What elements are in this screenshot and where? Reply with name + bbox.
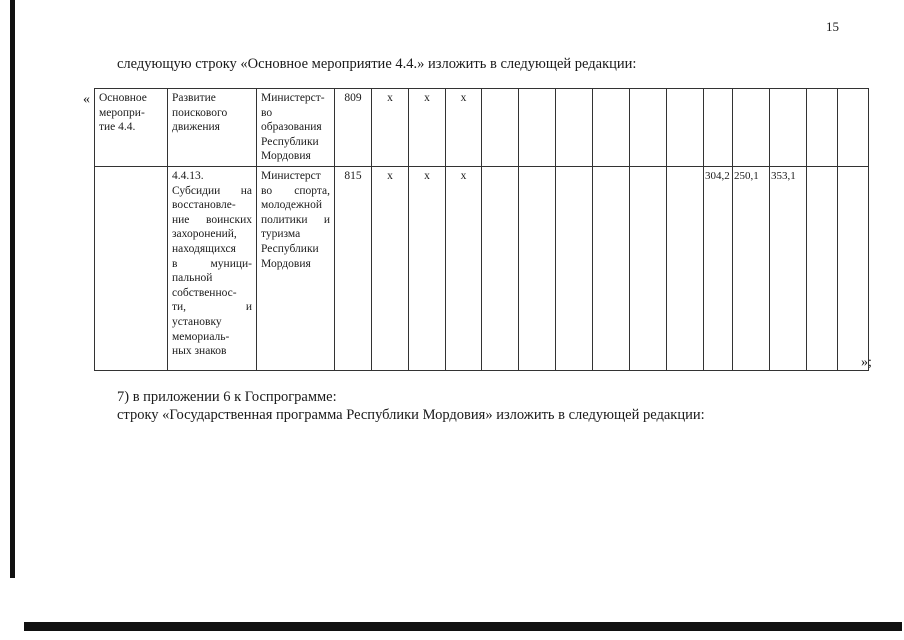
- cell-x: х: [446, 89, 482, 167]
- cell-name: 4.4.13. Субсидии на восстановле- ние воинских захоронений, находящихся в муници- пальной собственнос- ти, и установку мемориаль- ных знаков: [168, 166, 257, 370]
- cell-empty: [556, 89, 593, 167]
- program-table: [94, 88, 869, 371]
- cell-empty: [630, 89, 667, 167]
- cell-name: Развитие поискового движения: [168, 89, 257, 167]
- cell-code: 815: [335, 166, 372, 370]
- cell-executor: Министерст во спорта, молодежной политики и туризма Республики Мордовия: [257, 166, 335, 370]
- cell-empty: [630, 166, 667, 370]
- quote-open: «: [83, 92, 90, 107]
- paragraph-7-text: строку «Государственная программа Республики Мордовия» изложить в следующей редакции:: [117, 407, 705, 423]
- cell-value: 353,1: [770, 166, 807, 370]
- table-row-subsidy: [95, 166, 869, 370]
- cell-empty: [519, 166, 556, 370]
- cell-x: х: [409, 89, 446, 167]
- cell-executor: Министерст- во образования Республики Мордовия: [257, 89, 335, 167]
- paragraph-7-heading: 7) в приложении 6 к Госпрограмме:: [117, 389, 337, 405]
- cell-x: х: [446, 166, 482, 370]
- cell-value: 304,2: [704, 166, 733, 370]
- cell-x: х: [372, 89, 409, 167]
- page-number: 15: [826, 19, 839, 34]
- intro-text: следующую строку «Основное мероприятие 4.4.» изложить в следующей редакции:: [117, 56, 637, 72]
- cell-empty: [838, 166, 869, 370]
- cell-empty: [593, 166, 630, 370]
- cell-event: Основное меропри- тие 4.4.: [95, 89, 168, 167]
- table-row-main-event: [95, 89, 869, 167]
- cell-empty: [482, 166, 519, 370]
- cell-x: х: [372, 166, 409, 370]
- cell-empty: [519, 89, 556, 167]
- quote-close: »;: [861, 355, 872, 370]
- cell-code: 809: [335, 89, 372, 167]
- scan-left-border: [10, 0, 15, 578]
- cell-empty: [807, 89, 838, 167]
- cell-empty: [807, 166, 838, 370]
- cell-empty: [770, 89, 807, 167]
- cell-empty: [733, 89, 770, 167]
- cell-empty: [593, 89, 630, 167]
- cell-x: х: [409, 166, 446, 370]
- cell-empty: [667, 89, 704, 167]
- cell-empty: [482, 89, 519, 167]
- cell-empty: [667, 166, 704, 370]
- cell-empty: [704, 89, 733, 167]
- scan-bottom-border: [24, 622, 902, 631]
- cell-empty: [838, 89, 869, 167]
- cell-empty: [556, 166, 593, 370]
- cell-event: [95, 166, 168, 370]
- cell-value: 250,1: [733, 166, 770, 370]
